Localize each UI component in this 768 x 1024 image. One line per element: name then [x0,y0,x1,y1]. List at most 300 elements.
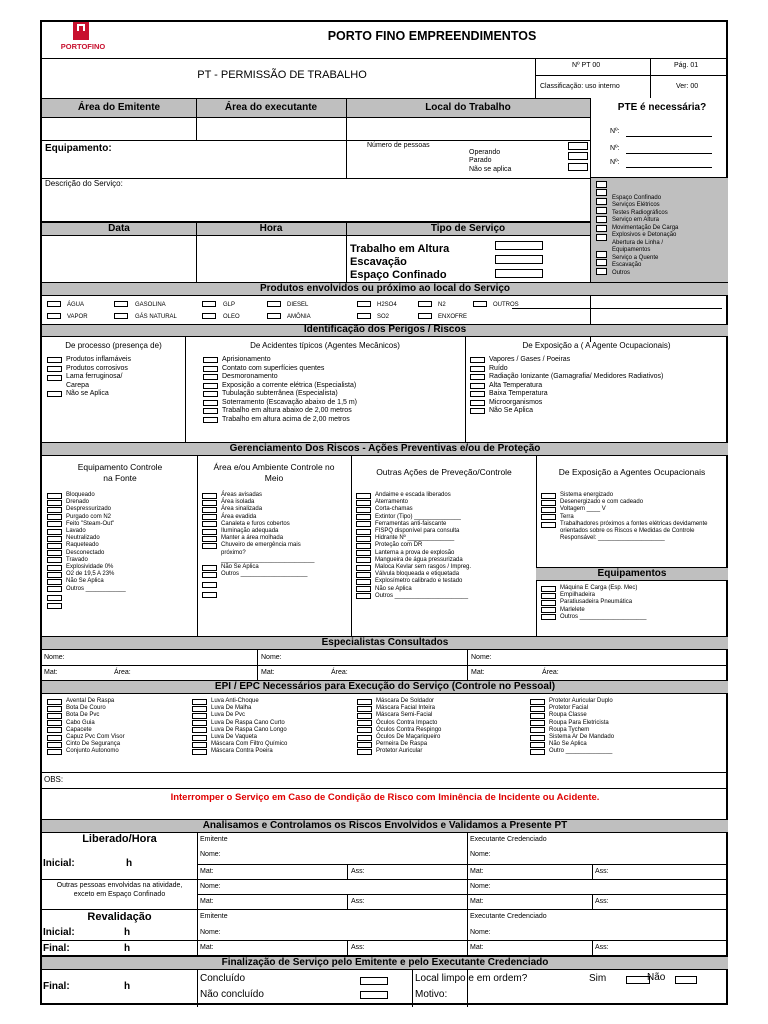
checkbox[interactable] [47,493,62,499]
equipamentos-list [541,585,726,621]
checkbox[interactable] [530,699,545,705]
ass-outras-1: Ass: [351,898,365,905]
checkbox[interactable] [541,614,556,620]
item-label: Roupa Tychem [549,726,590,733]
pte-checkbox[interactable] [596,216,607,223]
item-label: Mangueira de água pressurizada [375,556,463,563]
item-label: Máscara Semi-Facial [376,712,433,719]
checkbox[interactable] [470,374,485,380]
work-permit-form [40,20,728,1005]
checkbox[interactable] [203,357,218,363]
checkbox[interactable] [47,749,62,755]
area-list [202,492,350,598]
pte-checkbox[interactable] [596,225,607,232]
checkbox[interactable] [202,493,217,499]
checkbox[interactable] [47,579,62,585]
checkbox[interactable] [541,522,556,528]
item-label: Não Se Aplica [66,578,104,585]
esp-area-1: Área: [114,669,131,676]
outras-pessoas: Outras pessoas envolvidas na atividade, exceto em Espaço Confinado [56,882,183,898]
checkbox[interactable] [470,391,485,397]
emitente-label: Emitente [200,836,228,843]
checkbox[interactable] [357,742,372,748]
reval-mat-2: Mat: [470,944,484,951]
pte-option: Serviços Elétricos [612,202,660,208]
checkbox[interactable] [47,720,62,726]
checkbox[interactable] [356,493,371,499]
item-label: Máquina E Carga (Esp. Mec) [560,585,638,591]
checkbox[interactable] [356,500,371,506]
header-executante: Área do executante [224,102,318,113]
checkbox[interactable] [357,749,372,755]
item-label: Não Se Aplica [489,407,533,414]
inicial-h: h [126,858,133,869]
ass-outras-2: Ass: [595,898,609,905]
checkbox[interactable] [202,582,217,588]
checkbox[interactable] [530,742,545,748]
item-label: Sistema energizado [560,492,614,498]
checkbox[interactable] [202,507,217,513]
pte-option: Escavação [612,262,642,268]
checkbox[interactable] [47,514,62,520]
reval-executante: Executante Credenciado [470,913,547,920]
checkbox[interactable] [202,543,217,549]
checkbox[interactable] [202,500,217,506]
checkbox[interactable] [356,536,371,542]
checkbox[interactable] [203,408,218,414]
checkbox[interactable] [541,507,556,513]
outras-list [356,492,534,600]
reval-inicial: Inicial: [43,927,75,938]
checkbox[interactable] [541,600,556,606]
concluido-checkbox[interactable] [360,977,388,985]
checkbox[interactable] [356,579,371,585]
checkbox[interactable] [47,586,62,592]
pte-checkbox[interactable] [596,189,607,196]
checkbox[interactable] [192,713,207,719]
reval-nome-1: Nome: [200,929,221,936]
checkbox[interactable] [470,357,485,363]
exp-title: De Exposição a Agentes Ocupacionais [558,467,706,477]
checkbox[interactable] [203,383,218,389]
item-label: Ferramentas anti-faiscante [375,520,447,527]
checkbox[interactable] [47,595,62,601]
item-label: Lanterna a prova de explosão [375,549,455,556]
reval-ass-1: Ass: [351,944,365,951]
checkbox[interactable] [357,713,372,719]
item-label: Soterramento (Escavação abaixo de 1,5 m) [222,398,358,406]
item-label: Área isolada [221,499,255,506]
fin-local: Local limpo e em ordem? [415,973,528,984]
checkbox[interactable] [203,417,218,423]
item-label: Desenergizado e com cadeado [560,499,644,506]
produto-label: AMÔNIA [287,314,311,320]
executante-label: Executante Credenciado [470,836,547,843]
pte-checkbox[interactable] [596,234,607,241]
item-label: Explosímetro calibrado e testado [375,578,463,585]
checkbox[interactable] [541,607,556,613]
checkbox[interactable] [530,727,545,733]
especialistas-title: Especialistas Consultados [321,637,449,648]
item-label: Máscara Com Filtro Químico [211,741,288,748]
pte-option: Outros [612,270,631,276]
item-label: Trabalhadores próximos a fontes elétricas devidamente orientados sobre os Riscos e Medidas de Controle [560,520,708,535]
checkbox[interactable] [47,375,62,381]
nome-outras-1: Nome: [200,883,221,890]
checkbox[interactable] [356,565,371,571]
header-pte: PTE é necessária? [617,102,707,113]
epi-col2 [192,698,352,756]
liberado-label: Liberado/Hora [82,833,157,845]
item-label: Outros ____________________ [221,571,308,578]
checkbox[interactable] [357,699,372,705]
item-label: Hidrante Nº ______________ [375,535,455,542]
item-label: Despressurizado [66,506,112,513]
checkbox[interactable] [47,735,62,741]
checkbox[interactable] [47,536,62,542]
finalizacao-title: Finalização de Serviço pelo Emitente e pelo Executante Credenciado [221,957,549,968]
item-label: Raqueteado [66,542,99,549]
item-label: Drenado [66,499,90,506]
item-label: Protetor Auricular [376,748,423,755]
ass-executante: Ass: [595,868,609,875]
outras-title: Outras Ações de Preveção/Controle [376,467,512,477]
epi-col4 [530,698,725,756]
reval-nome-2: Nome: [470,929,491,936]
gerenciamento-title: Gerenciamento Dos Riscos - Ações Preventivas e/ou de Proteção [229,443,541,454]
item-label: Baixa Temperatura [489,390,548,397]
produto-label: GASOLINA [135,302,166,308]
epi-col1 [47,698,187,756]
item-label: Roupa Para Eletricista [549,719,609,726]
item-label: Luva De Vaqueta [211,734,257,741]
item-label: Luva De Raspa Cano Longo [211,726,287,733]
item-label: Iluminação adequada [221,528,279,535]
checkbox[interactable] [356,572,371,578]
item-label: Avental De Raspa [66,698,115,704]
checkbox[interactable] [47,543,62,549]
checkbox[interactable] [357,706,372,712]
tipo-checkbox[interactable] [495,269,543,278]
checkbox[interactable] [541,493,556,499]
fin-sim: Sim [589,973,607,984]
item-label: Luva De Malha [211,705,252,712]
checkbox[interactable] [47,366,62,372]
item-label: Roupa Classe [549,712,587,719]
checkbox[interactable] [470,408,485,414]
pte-option: Movimentação De Carga [612,225,679,231]
checkbox[interactable] [356,529,371,535]
checkbox[interactable] [203,400,218,406]
checkbox[interactable] [530,749,545,755]
item-label: Produtos corrosivos [66,364,128,372]
pte-checkbox[interactable] [596,268,607,275]
item-label: Máscara Contra Poeira [211,748,273,755]
checkbox[interactable] [202,572,217,578]
fin-concluido: Concluído [200,973,246,984]
item-label: Contato com superfícies quentes [222,364,325,372]
checkbox[interactable] [47,557,62,563]
checkbox[interactable] [47,713,62,719]
checkbox[interactable] [47,529,62,535]
pte-option: Testes Radiográficos [612,210,668,216]
reval-ass-2: Ass: [595,944,609,951]
item-label: Capacete [66,726,92,733]
pte-checkbox[interactable] [596,259,607,266]
header-local: Local do Trabalho [425,102,511,113]
item-label: Válvula bloqueada e etiquetada [375,571,460,578]
checkbox[interactable] [192,749,207,755]
checkbox[interactable] [541,514,556,520]
item-label: Sistema Ar De Mandado [549,734,615,741]
item-label: Trabalho em altura abaixo de 2,00 metros [222,407,352,414]
epi-col3 [357,698,522,756]
header-hora: Hora [259,223,283,234]
nao-concluido-checkbox[interactable] [360,991,388,999]
checkbox[interactable] [192,742,207,748]
tipo-checkbox[interactable] [495,255,543,264]
checkbox[interactable] [47,699,62,705]
checkbox[interactable] [356,586,371,592]
item-label: Lama ferruginosa/ Carepa [66,373,123,389]
tipo-checkbox[interactable] [495,241,543,250]
item-label: Microorganismos [489,398,543,406]
item-label: Travado [66,556,88,563]
item-label: Cinto De Segurança [66,741,121,748]
revalidacao-label: Revalidação [87,911,152,923]
item-label: Alta Temperatura [489,381,543,389]
mat-emitente: Mat: [200,868,214,875]
checkbox[interactable] [203,366,218,372]
item-label: Óculos Contra Respingo [376,726,442,733]
checkbox[interactable] [192,727,207,733]
pte-checkbox[interactable] [596,251,607,258]
checkbox[interactable] [530,735,545,741]
status-checkbox[interactable] [568,163,588,171]
warning-text: Interromper o Serviço em Caso de Condição de Risco com Iminência de Incidente ou Acidente. [170,792,600,803]
fin-h: h [124,981,131,992]
esp-mat-2: Mat: [261,669,275,676]
item-label: Não se Aplica [375,585,412,592]
item-label: Não se Aplica [66,390,109,397]
checkbox[interactable] [47,727,62,733]
checkbox[interactable] [47,391,62,397]
equipamentos-title: Equipamentos [597,568,667,579]
checkbox[interactable] [47,550,62,556]
item-label: ____________________________ [221,556,315,563]
epi-title: EPI / EPC Necessários para Execução do Serviço (Controle no Pessoal) [214,681,556,692]
item-label: Bota De Couro [66,705,106,712]
pte-option: Serviço em Altura [612,217,660,223]
status-parado: Parado [469,157,492,164]
checkbox[interactable] [47,565,62,571]
item-label: Áreas avisadas [221,492,263,498]
pte-checkbox[interactable] [596,207,607,214]
checkbox[interactable] [202,592,217,598]
processo-title: De processo (presença de) [65,341,162,350]
checkbox[interactable] [192,735,207,741]
checkbox[interactable] [356,557,371,563]
checkbox[interactable] [202,565,217,571]
produtos-title: Produtos envolvidos ou próximo ao local do Serviço [259,283,511,294]
checkbox[interactable] [470,366,485,372]
item-label: Trabalho em altura acima de 2,00 metros [222,415,350,423]
people-label: Número de pessoas [367,142,430,149]
item-label: Vapores / Gases / Poeiras [489,356,571,363]
ass-emitente: Ass: [351,868,365,875]
item-label: Luva Anti-Choque [211,698,259,704]
checkbox[interactable] [47,706,62,712]
pte-checkbox[interactable] [596,181,607,188]
checkbox[interactable] [47,521,62,527]
checkbox[interactable] [192,699,207,705]
checkbox[interactable] [47,357,62,363]
item-label: Protetor Auricular Duplo [549,698,613,704]
item-label: Neutralizado [66,535,100,542]
pte-checkbox[interactable] [596,198,607,205]
acidentes-list [203,356,463,424]
checkbox[interactable] [530,706,545,712]
produto-label: OUTROS [493,302,519,308]
checkbox[interactable] [47,742,62,748]
checkbox[interactable] [192,706,207,712]
header-tipo: Tipo de Serviço [430,223,506,234]
checkbox[interactable] [530,713,545,719]
checkbox[interactable] [470,400,485,406]
checkbox[interactable] [203,374,218,380]
nome-executante: Nome: [470,851,491,858]
checkbox[interactable] [530,720,545,726]
item-label: Chuveiro de emergência mais próximo? [221,542,301,556]
doc-classification: Classificação: uso interno [540,83,620,90]
checkbox[interactable] [541,593,556,599]
item-label: Paratiusadeira Pneumática [560,599,633,606]
pte-option: Espaço Confinado [612,195,662,201]
item-label: Bloqueado [66,492,95,498]
reval-final-h: h [124,943,131,954]
item-label: Perneira De Raspa [376,741,428,748]
exp-list [541,492,726,542]
processo-list [47,356,183,399]
doc-version: Ver: 00 [676,83,699,90]
item-label: Radiação Ionizante (Gamagrafia/ Medidores Radiativos) [489,373,664,380]
item-label: Lavado [66,528,86,535]
exposicao-list [470,356,726,416]
checkbox[interactable] [202,514,217,520]
produto-label: OLEO [223,314,240,320]
item-label: Empilhadeira [560,592,596,599]
doc-page: Pág. 01 [674,62,699,69]
checkbox[interactable] [356,507,371,513]
reval-emitente: Emitente [200,913,228,920]
fin-nao-concluido: Não concluído [200,989,264,1000]
mat-outras-1: Mat: [200,898,214,905]
reval-inicial-h: h [124,927,131,938]
item-label: Bota De Pvc [66,712,100,719]
checkbox[interactable] [356,550,371,556]
checkbox[interactable] [192,720,207,726]
item-label: Corta-chamas [375,506,413,513]
exposicao-title: De Exposição a ( A Agente Ocupacionais) [522,341,671,350]
item-label: Não Se Aplica [549,741,587,748]
doc-title: PT - PERMISSÃO DE TRABALHO [197,69,367,81]
status-checkbox[interactable] [568,142,588,150]
reval-mat-1: Mat: [200,944,214,951]
checkbox[interactable] [356,514,371,520]
checkbox[interactable] [357,720,372,726]
reval-final: Final: [43,943,70,954]
checkbox[interactable] [202,521,217,527]
checkbox[interactable] [356,543,371,549]
item-label: Luva De Pvc [211,712,246,719]
descricao-label: Descrição do Serviço: [45,179,123,188]
item-label: Cabo Guia [66,719,95,726]
checkbox[interactable] [47,572,62,578]
esp-mat-3: Mat: [471,669,485,676]
checkbox[interactable] [203,391,218,397]
checkbox[interactable] [47,500,62,506]
checkbox[interactable] [470,383,485,389]
fin-motivo: Motivo: [415,989,448,1000]
produto-label: DIESEL [287,302,309,308]
mat-outras-2: Mat: [470,898,484,905]
item-label: Outro ______________ [549,748,613,755]
checkbox[interactable] [202,536,217,542]
item-label: Área sinalizada [221,506,263,513]
esp-area-3: Área: [542,669,559,676]
produto-label: ENXOFRE [438,314,468,320]
tipo-escavacao: Escavação [350,256,407,268]
item-label: Feito "Steam-Out" [66,520,115,527]
item-label: Marlelete [560,606,585,613]
nao-checkbox[interactable] [675,976,697,984]
fin-nao: Não [647,972,666,983]
checkbox[interactable] [202,529,217,535]
item-label: Aterramento [375,499,409,506]
item-label: Manter a área molhada [221,535,284,542]
item-label: Outros ____________ [66,585,126,592]
item-label: Voltagem ____ V [560,506,606,513]
item-label: Purgado com N2 [66,513,112,520]
checkbox[interactable] [356,521,371,527]
item-label: Outros ____________________ [560,613,647,620]
status-checkbox[interactable] [568,152,588,160]
item-label: Desmoronamento [222,373,278,380]
checkbox[interactable] [47,507,62,513]
checkbox[interactable] [356,593,371,599]
item-label: Protetor Facial [549,705,589,712]
item-label: Exposição a corrente elétrica (Especialista) [222,381,357,389]
tipo-altura: Trabalho em Altura [350,243,450,255]
checkbox[interactable] [541,586,556,592]
produto-label: SO2 [377,314,390,320]
item-label: Canaleta e furos cobertos [221,520,290,527]
checkbox[interactable] [541,500,556,506]
pte-n-2: Nº: [610,145,620,152]
obs-label: OBS: [44,775,64,784]
checkbox[interactable] [357,735,372,741]
equipamento-label: Equipamento: [45,143,112,154]
status-operando: Operando [469,149,501,156]
checkbox[interactable] [357,727,372,733]
produto-label: GLP [223,302,236,308]
item-label: Produtos inflamáveis [66,356,131,363]
produto-label: VAPOR [67,314,88,320]
nome-emitente: Nome: [200,851,221,858]
checkbox[interactable] [47,603,62,609]
item-label: Maloca Kevlar sem rasgos / Impreg. [375,564,472,571]
item-label: Óculos Contra Impacto [376,719,438,726]
